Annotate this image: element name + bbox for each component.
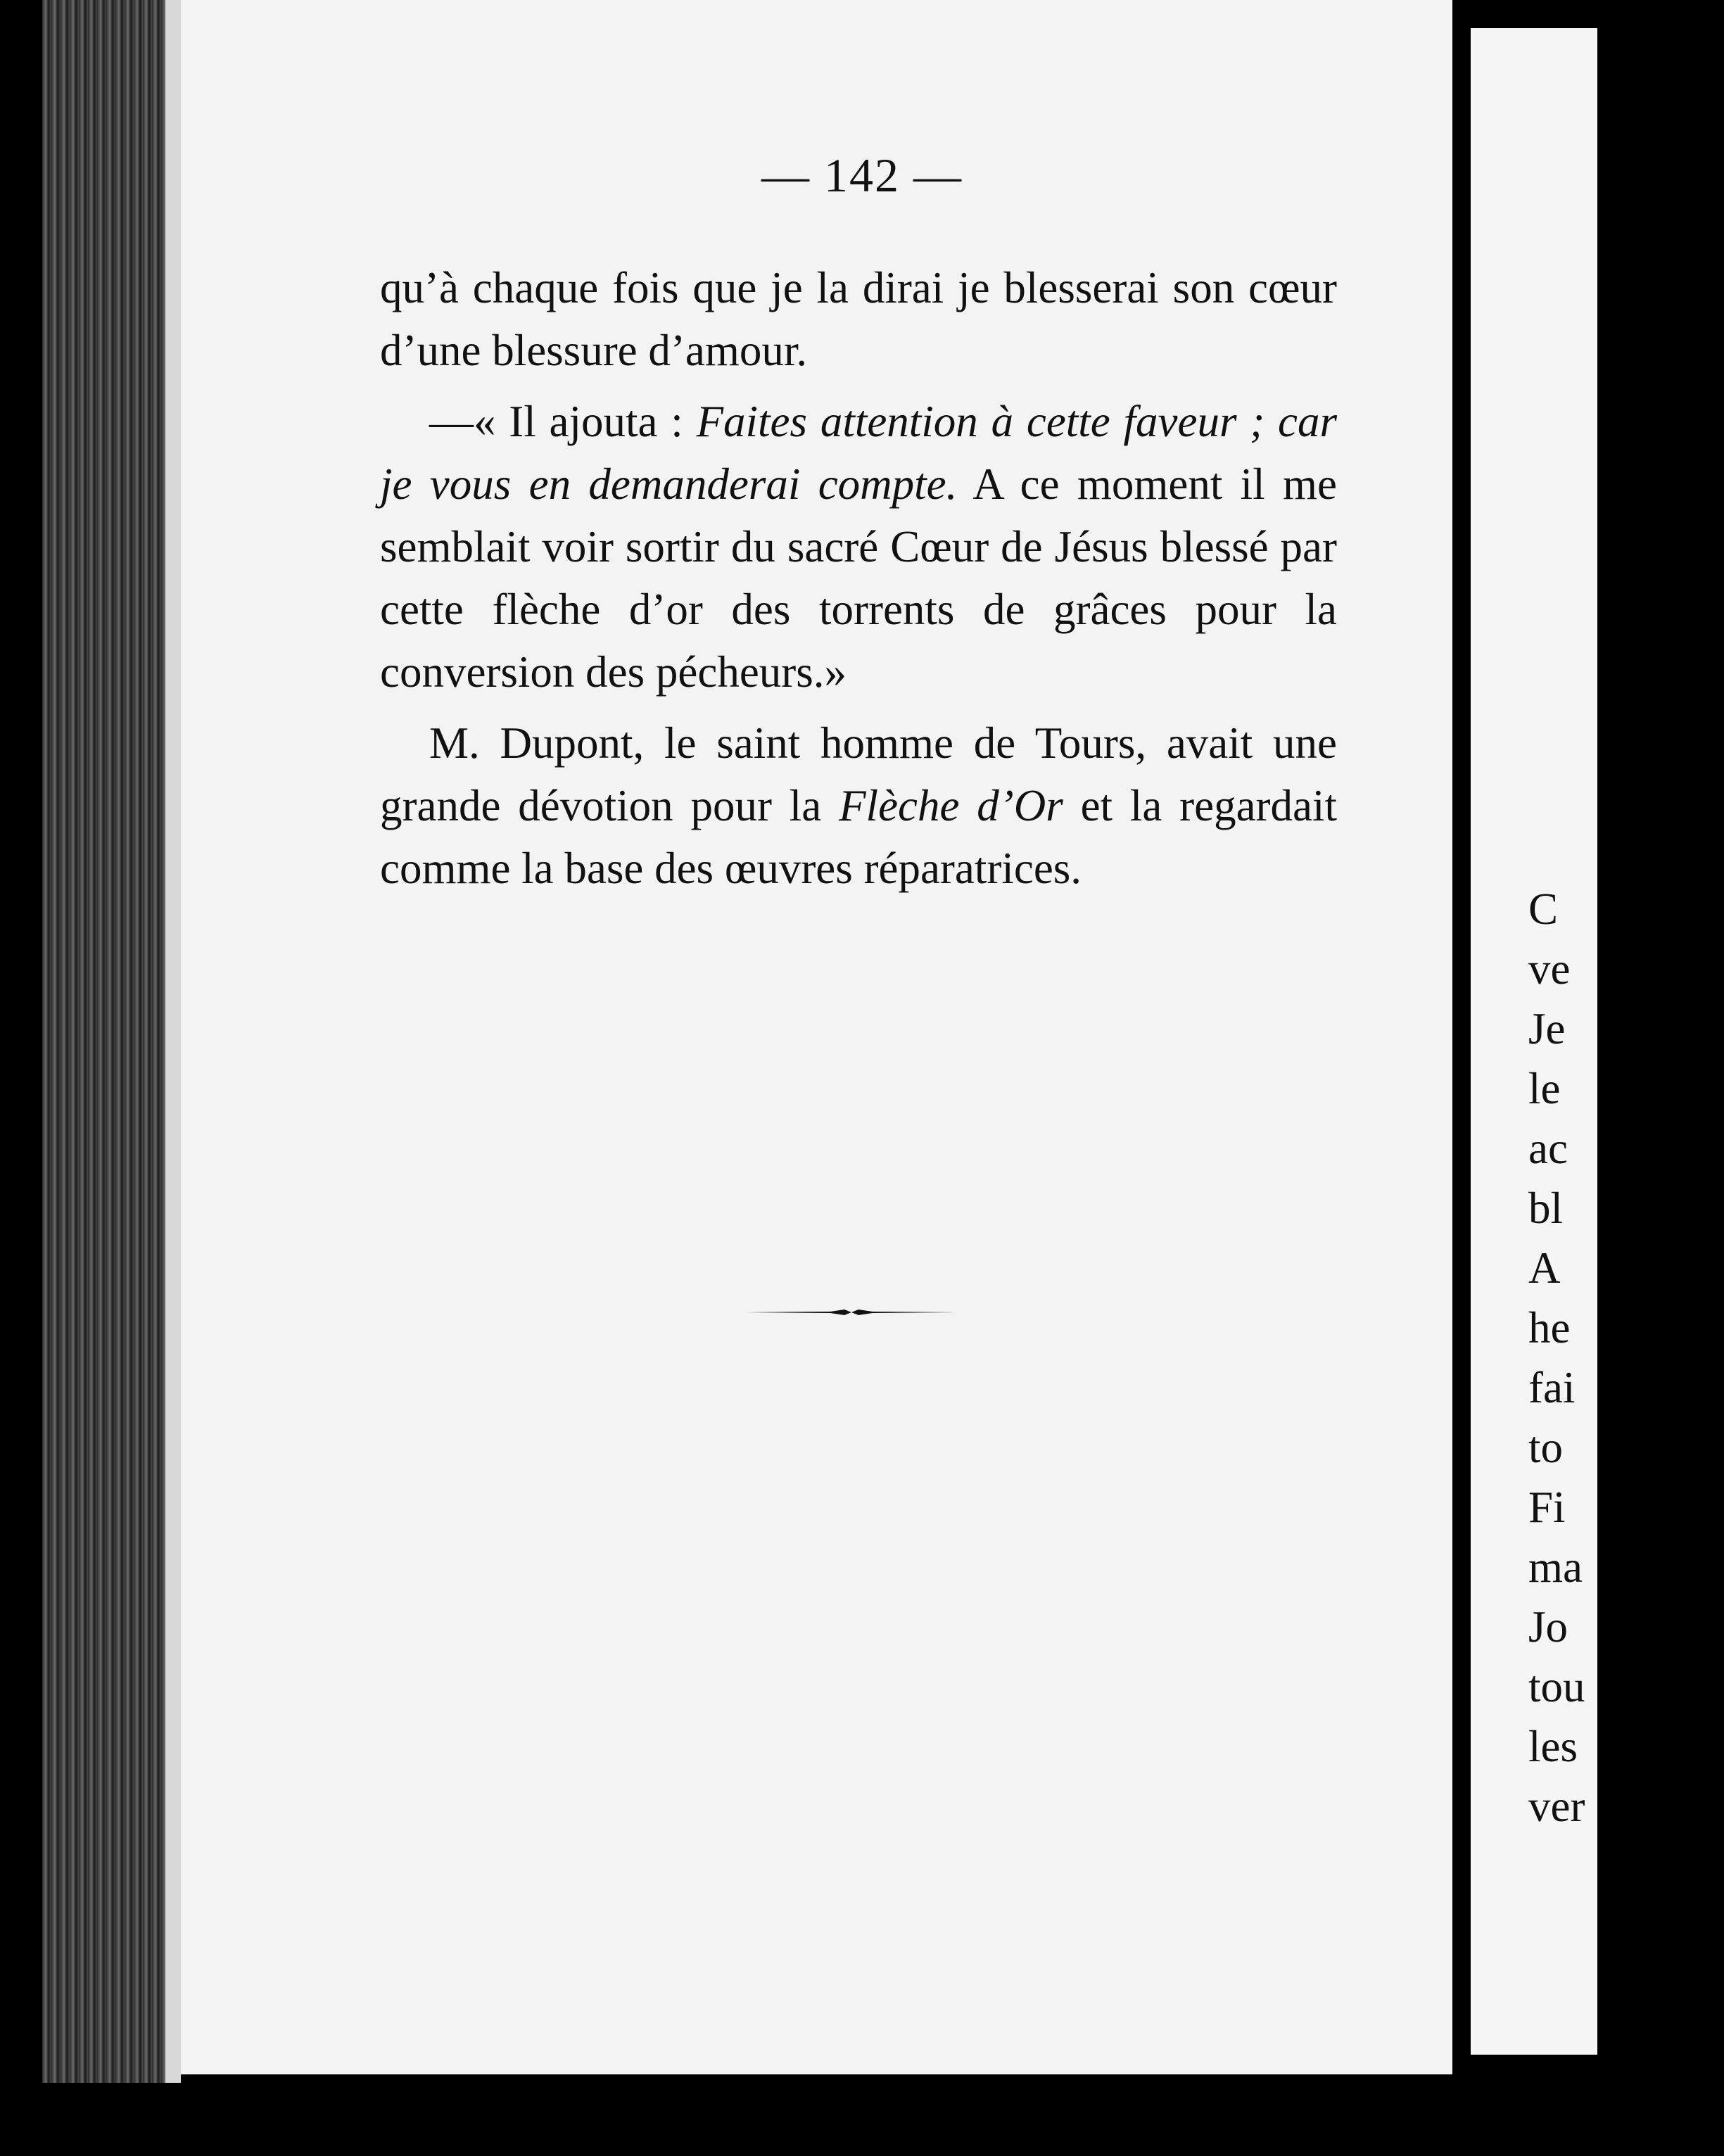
facing-line: le (1528, 1064, 1561, 1113)
book-spine (42, 0, 176, 2083)
paragraph-2-italic: Faites attention à cette faveur ; car je vous en demanderai compte. (380, 397, 1338, 509)
facing-line: C (1528, 884, 1559, 934)
facing-line: ver (1528, 1782, 1585, 1831)
facing-line: Je (1528, 1004, 1566, 1053)
facing-line: Jo (1528, 1602, 1568, 1651)
paragraph-3-italic: Flèche d’Or (839, 781, 1063, 830)
facing-page-text (1528, 880, 1585, 1837)
page-text (380, 257, 1337, 908)
facing-line: fai (1528, 1363, 1576, 1412)
facing-line: ma (1528, 1542, 1583, 1592)
facing-line: to (1528, 1423, 1564, 1472)
paragraph-3-text-a: M. Dupont, le saint homme de Tours, avait une grande dévotion pour la (380, 718, 1337, 830)
facing-line: ac (1528, 1124, 1568, 1173)
ornamental-divider (746, 1307, 957, 1317)
facing-line: he (1528, 1303, 1571, 1352)
facing-line: A (1528, 1243, 1561, 1293)
paragraph-2 (380, 391, 1337, 704)
page-number: — 142 — (761, 148, 963, 202)
facing-line: bl (1528, 1184, 1564, 1233)
paragraph-2-text-b: A ce moment il me semblait voir sortir du sacré Cœur de Jésus blessé par cette flèche d’or des torrents de grâces pour la conversion des pécheurs.» (380, 459, 1337, 697)
paragraph-1-text: qu’à chaque fois que je la dirai je blesserai son cœur d’une blessure d’amour. (380, 263, 1337, 375)
page-edge (165, 0, 181, 2083)
facing-line: tou (1528, 1662, 1585, 1711)
paragraph-3-text-b: et la regardait comme la base des œuvres réparatrices. (380, 781, 1337, 893)
facing-line: Fi (1528, 1483, 1566, 1532)
paragraph-3 (380, 712, 1337, 900)
facing-line: les (1528, 1722, 1578, 1771)
facing-line: ve (1528, 944, 1571, 994)
paragraph-2-text-a: —« Il ajouta : (429, 397, 697, 446)
paragraph-1 (380, 257, 1337, 382)
